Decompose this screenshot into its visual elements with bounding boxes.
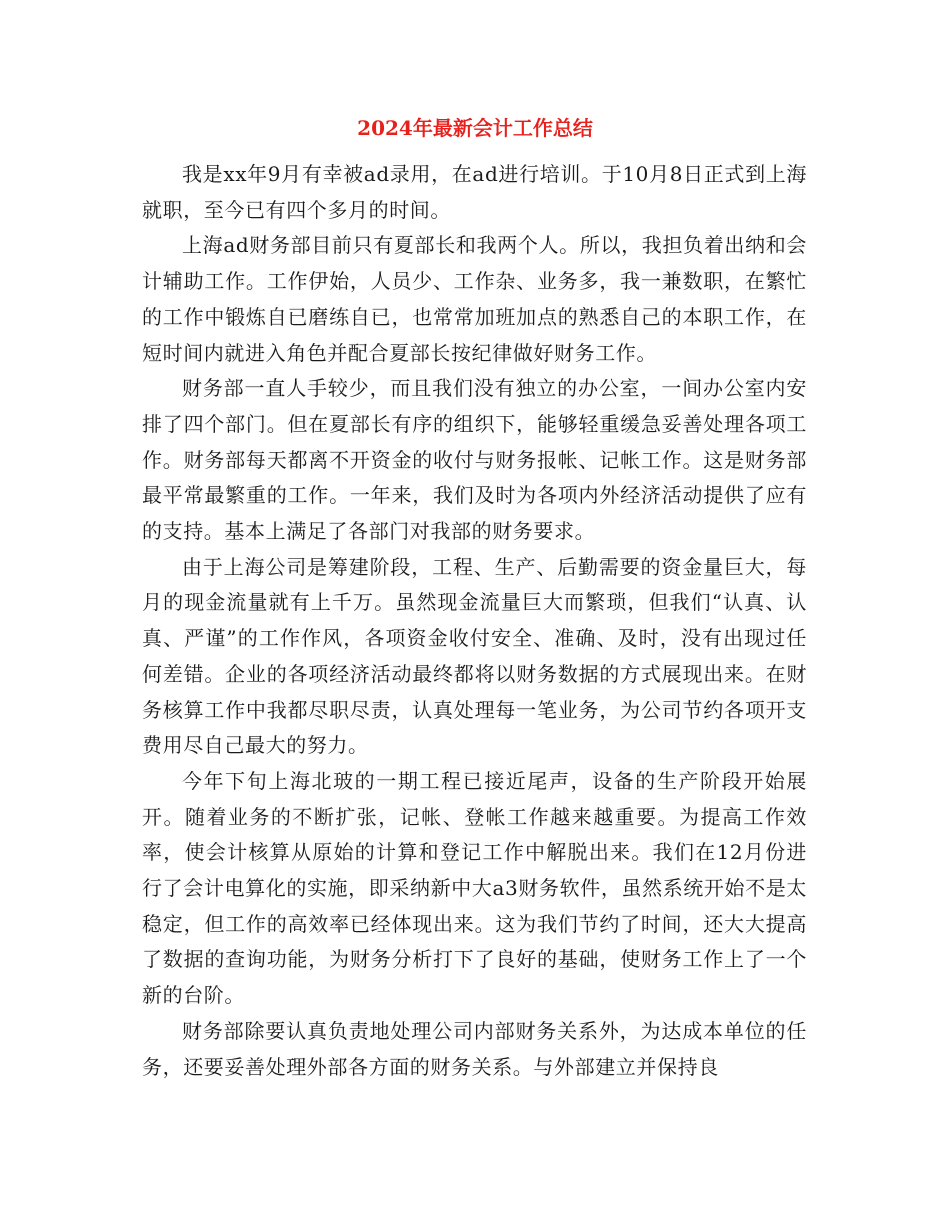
document-title: 2024年最新会计工作总结 xyxy=(357,116,593,140)
paragraph-1: 我是xx年9月有幸被ad录用，在ad进行培训。于10月8日正式到上海就职，至今已有四个多月的时间。 xyxy=(142,162,807,222)
paragraph-3: 财务部一直人手较少，而且我们没有独立的办公室，一间办公室内安排了四个部门。但在夏部长有序的组织下，能够轻重缓急妥善处理各项工作。财务部每天都离不开资金的收付与财务报帐、记帐工作。这是财务部最平常最繁重的工作。一年来，我们及时为各项内外经济活动提供了应有的支持。基本上满足了各部门对我部的财务要求。 xyxy=(142,376,807,544)
paragraph-6: 财务部除要认真负责地处理公司内部财务关系外，为达成本单位的任务，还要妥善处理外部各方面的财务关系。与外部建立并保持良 xyxy=(142,1018,807,1079)
paragraph-2: 上海ad财务部目前只有夏部长和我两个人。所以，我担负着出纳和会计辅助工作。工作伊始，人员少、工作杂、业务多，我一兼数职，在繁忙的工作中锻炼自已磨练自已，也常常加班加点的熟悉自己的本职工作，在短时间内就进入角色并配合夏部长按纪律做好财务工作。 xyxy=(142,233,807,365)
document-body xyxy=(142,157,807,1085)
paragraph-5: 今年下旬上海北玻的一期工程已接近尾声，设备的生产阶段开始展开。随着业务的不断扩张，记帐、登帐工作越来越重要。为提高工作效率，使会计核算从原始的计算和登记工作中解脱出来。我们在12月份进行了会计电算化的实施，即采纳新中大a3财务软件，虽然系统开始不是太稳定，但工作的高效率已经体现出来。这为我们节约了时间，还大大提高了数据的查询功能，为财务分析打下了良好的基础，使财务工作上了一个新的台阶。 xyxy=(142,768,807,1008)
paragraph-4: 由于上海公司是筹建阶段，工程、生产、后勤需要的资金量巨大，每月的现金流量就有上千万。虽然现金流量巨大而繁琐，但我们“认真、认真、严谨”的工作作风，各项资金收付安全、准确、及时，没有出现过任何差错。企业的各项经济活动最终都将以财务数据的方式展现出来。在财务核算工作中我都尽职尽责，认真处理每一笔业务，为公司节约各项开支费用尽自己最大的努力。 xyxy=(142,554,807,758)
